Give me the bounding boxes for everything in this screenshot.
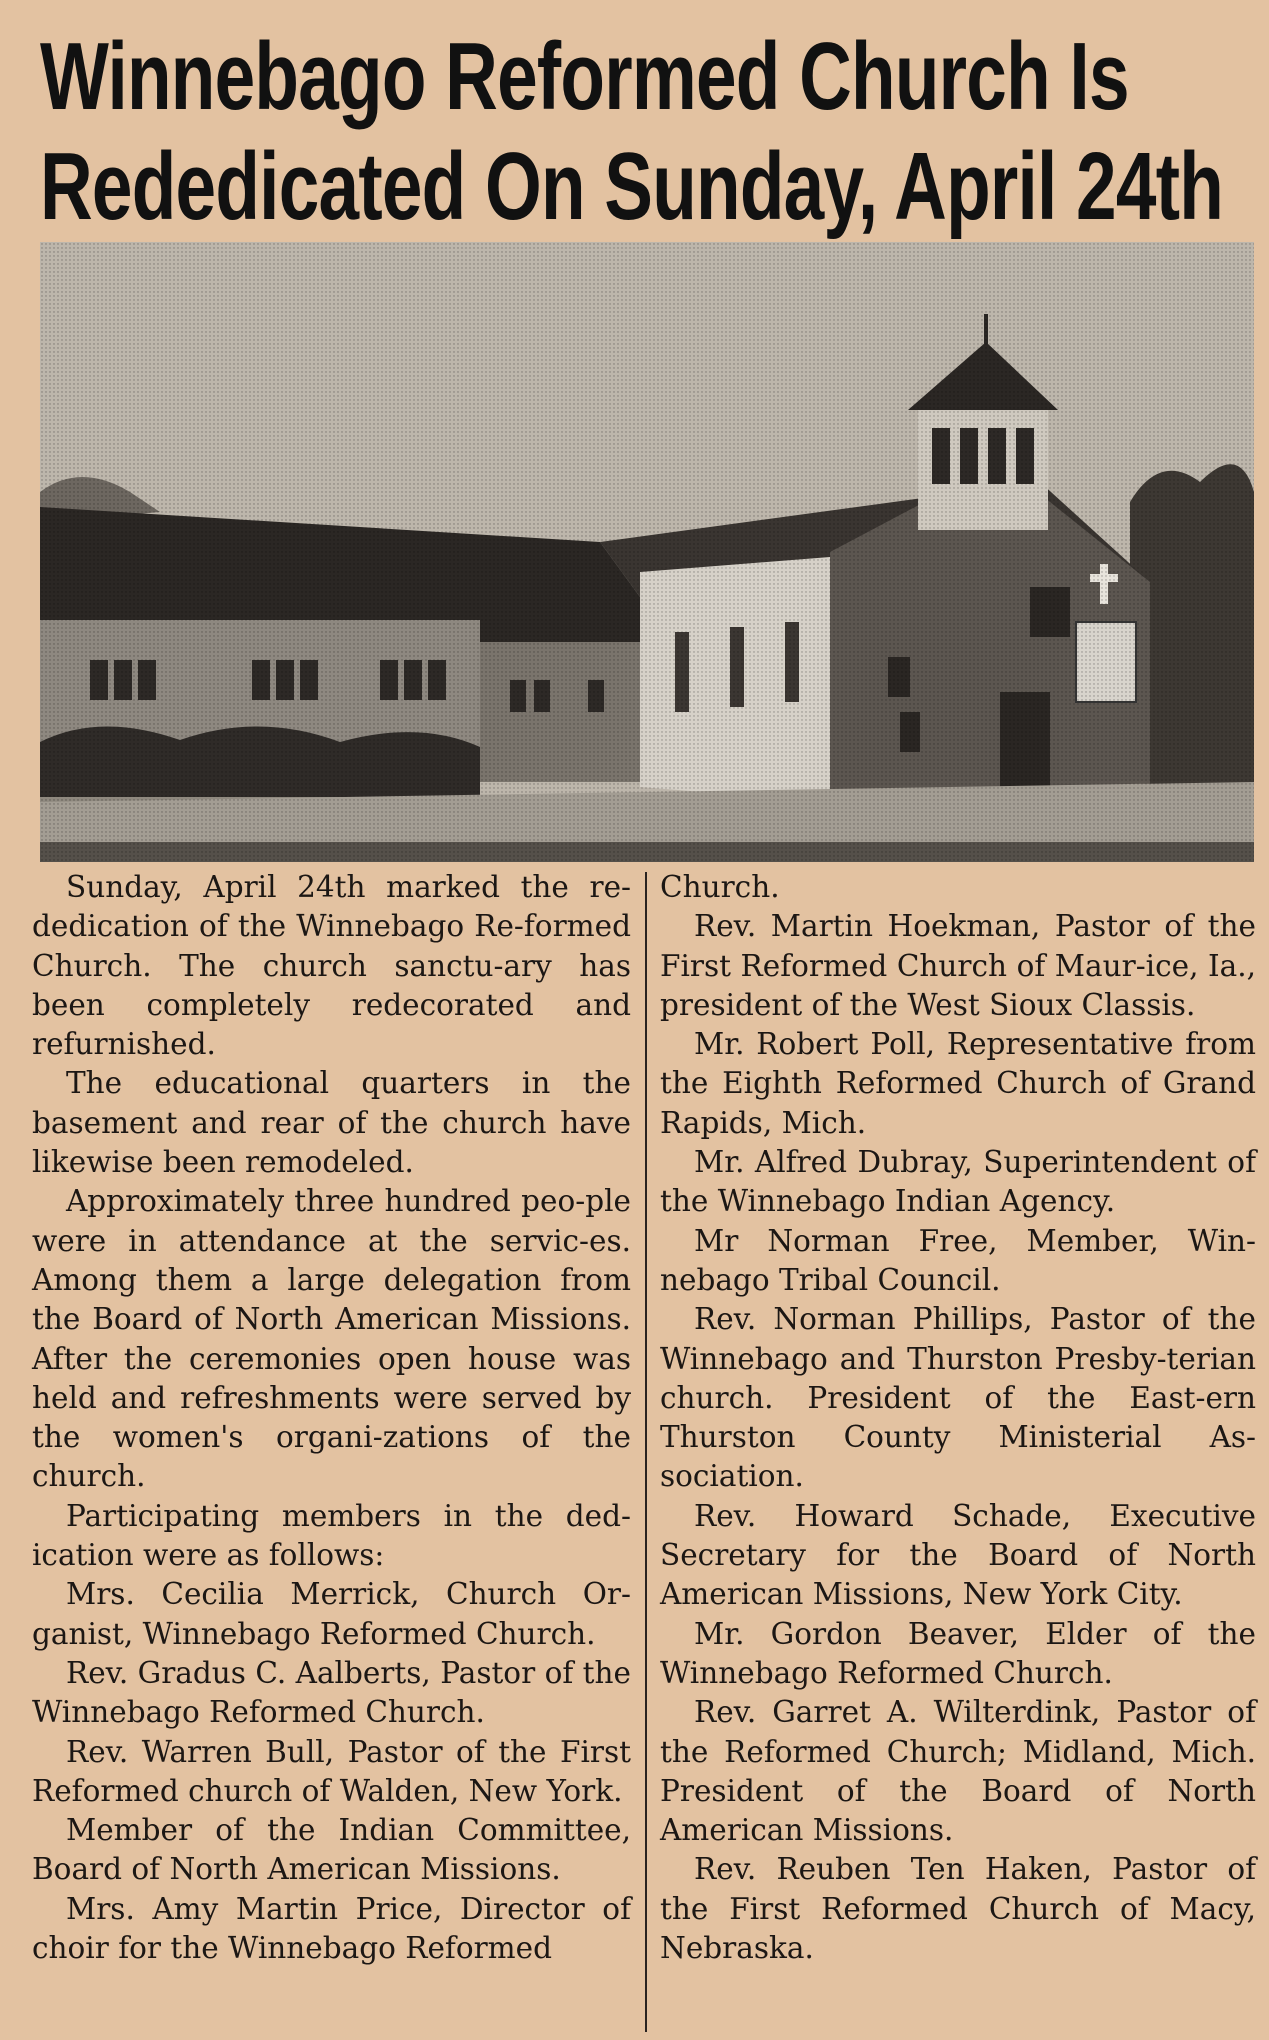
column-divider <box>645 872 647 2032</box>
article-column-right <box>660 868 1256 2033</box>
paragraph: Mr. Alfred Dubray, Superintendent of the Winnebago Indian Agency. <box>660 1145 1256 1219</box>
headline <box>40 22 1224 242</box>
paragraph: Rev. Warren Bull, Pastor of the First Reformed church of Walden, New York. <box>32 1734 631 1808</box>
paragraph: Sunday, April 24th marked the re-dedication of the Winnebago Re-formed Church. The church sanctu-ary has been completely redecorated and refurnished. <box>32 870 631 1062</box>
paragraph: Rev. Garret A. Wilterdink, Pastor of the Reformed Church; Midland, Mich. President of the Board of North American Missions. <box>660 1695 1256 1848</box>
paragraph: Rev. Gradus C. Aalberts, Pastor of the Winnebago Reformed Church. <box>32 1655 631 1730</box>
paragraph: Participating members in the ded-ication were as follows: <box>32 1498 631 1573</box>
paragraph: Rev. Howard Schade, Executive Secretary for the Board of North American Missions, New York City. <box>660 1498 1256 1612</box>
paragraph: Mrs. Cecilia Merrick, Church Or-ganist, Winnebago Reformed Church. <box>32 1577 631 1651</box>
paragraph: Rev. Reuben Ten Haken, Pastor of the First Reformed Church of Macy, Nebraska. <box>660 1852 1256 1966</box>
paragraph: Rev. Norman Phillips, Pastor of the Winnebago and Thurston Presby-terian church. President of the East-ern Thurston County Ministerial As-sociation. <box>660 1302 1256 1494</box>
paragraph-continuation: Church. <box>660 870 780 904</box>
headline-line-1: Winnebago Reformed Church Is <box>40 23 1129 130</box>
paragraph: Rev. Martin Hoekman, Pastor of the First Reformed Church of Maur-ice, Ia., president of the West Sioux Classis. <box>660 909 1256 1022</box>
paragraph: The educational quarters in the basement and rear of the church have likewise been remodeled. <box>32 1066 631 1180</box>
paragraph: Mrs. Amy Martin Price, Director of choir for the Winnebago Reformed <box>32 1891 631 1966</box>
paragraph: Mr Norman Free, Member, Win-nebago Tribal Council. <box>660 1223 1256 1297</box>
paragraph: Mr. Robert Poll, Representative from the Eighth Reformed Church of Grand Rapids, Mich. <box>660 1027 1256 1140</box>
paragraph: Approximately three hundred peo-ple were in attendance at the servic-es. Among them a large delegation from the Board of North American Missions. After the ceremonies open house was held and refreshments were served by the women's organi-zations of the church. <box>32 1184 631 1494</box>
article-column-left <box>32 868 631 2033</box>
paragraph: Member of the Indian Committee, Board of North American Missions. <box>32 1813 631 1887</box>
headline-line-2: Rededicated On Sunday, April 24th <box>40 133 1224 240</box>
church-photo-drawing <box>40 242 1254 862</box>
paragraph: Mr. Gordon Beaver, Elder of the Winnebago Reformed Church. <box>660 1616 1256 1690</box>
church-photo <box>40 242 1254 862</box>
